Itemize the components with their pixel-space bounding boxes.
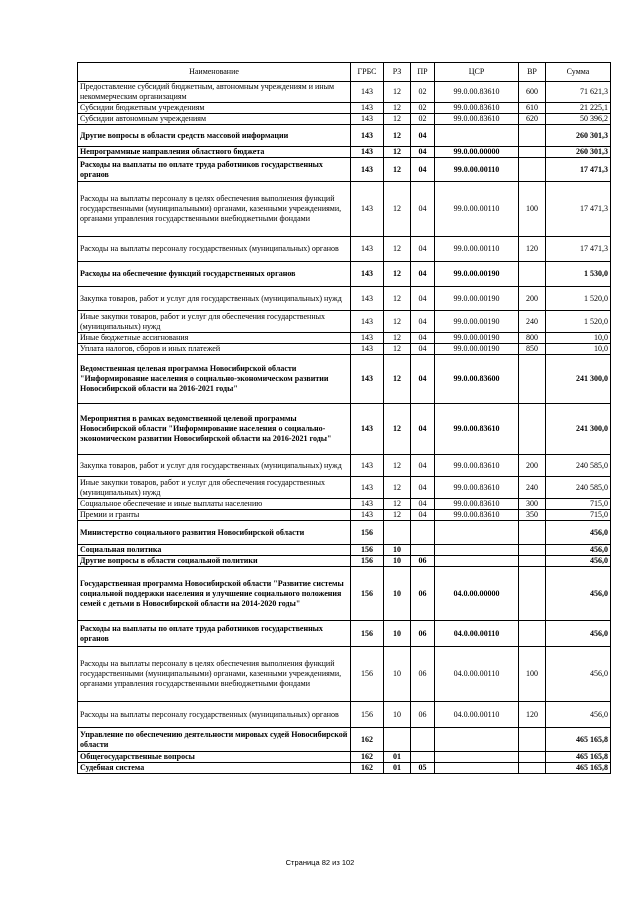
cell-pr: 04	[411, 147, 435, 158]
cell-grbs: 156	[351, 567, 384, 621]
cell-sum: 456,0	[546, 647, 611, 702]
cell-vr: 200	[519, 287, 546, 311]
table-header-row	[78, 63, 611, 82]
cell-rz: 12	[384, 237, 411, 262]
table-row	[78, 521, 611, 545]
cell-rz: 12	[384, 404, 411, 455]
cell-csr: 99.0.00.83610	[435, 510, 519, 521]
cell-vr: 850	[519, 344, 546, 355]
cell-sum: 17 471,3	[546, 182, 611, 237]
cell-vr: 620	[519, 114, 546, 125]
cell-sum: 456,0	[546, 567, 611, 621]
cell-grbs: 143	[351, 158, 384, 182]
table-row	[78, 545, 611, 556]
cell-sum: 241 300,0	[546, 404, 611, 455]
table-row	[78, 702, 611, 728]
cell-rz: 10	[384, 545, 411, 556]
cell-pr: 06	[411, 647, 435, 702]
cell-sum: 10,0	[546, 333, 611, 344]
cell-name: Министерство социального развития Новосибирской области	[78, 521, 351, 545]
cell-rz: 12	[384, 355, 411, 404]
cell-name: Расходы на выплаты по оплате труда работников государственных органов	[78, 158, 351, 182]
cell-sum: 1 520,0	[546, 287, 611, 311]
table-row	[78, 556, 611, 567]
cell-pr: 04	[411, 499, 435, 510]
cell-rz: 12	[384, 147, 411, 158]
cell-csr: 99.0.00.83610	[435, 114, 519, 125]
cell-vr: 100	[519, 647, 546, 702]
cell-sum: 71 621,3	[546, 82, 611, 103]
table-row	[78, 82, 611, 103]
cell-sum: 456,0	[546, 702, 611, 728]
cell-name: Закупка товаров, работ и услуг для государственных (муниципальных) нужд	[78, 287, 351, 311]
cell-rz: 12	[384, 182, 411, 237]
cell-pr: 04	[411, 182, 435, 237]
cell-vr	[519, 404, 546, 455]
cell-vr	[519, 147, 546, 158]
header-grbs: ГРБС	[351, 63, 384, 82]
cell-csr: 04.0.00.00000	[435, 567, 519, 621]
cell-sum: 456,0	[546, 545, 611, 556]
cell-rz: 12	[384, 103, 411, 114]
table-row	[78, 763, 611, 774]
cell-name: Другие вопросы в области социальной политики	[78, 556, 351, 567]
cell-name: Общегосударственные вопросы	[78, 752, 351, 763]
cell-name: Премии и гранты	[78, 510, 351, 521]
table-row	[78, 147, 611, 158]
cell-sum: 465 165,8	[546, 763, 611, 774]
cell-pr: 02	[411, 114, 435, 125]
cell-grbs: 143	[351, 103, 384, 114]
cell-name: Иные закупки товаров, работ и услуг для обеспечения государственных (муниципальных) нужд	[78, 311, 351, 333]
table-body	[78, 82, 611, 774]
cell-vr	[519, 621, 546, 647]
cell-pr: 06	[411, 567, 435, 621]
cell-name: Иные закупки товаров, работ и услуг для обеспечения государственных (муниципальных) нужд	[78, 477, 351, 499]
cell-pr: 04	[411, 158, 435, 182]
cell-csr	[435, 545, 519, 556]
cell-grbs: 143	[351, 477, 384, 499]
cell-name: Уплата налогов, сборов и иных платежей	[78, 344, 351, 355]
cell-sum: 456,0	[546, 521, 611, 545]
cell-rz	[384, 521, 411, 545]
cell-name: Ведомственная целевая программа Новосибирской области "Информирование населения о социально-экономическом развитии Новосибирской области на 2016-2021 годы"	[78, 355, 351, 404]
cell-grbs: 143	[351, 510, 384, 521]
cell-vr	[519, 545, 546, 556]
cell-pr: 04	[411, 311, 435, 333]
table-row	[78, 158, 611, 182]
cell-name: Предоставление субсидий бюджетным, автономным учреждениям и иным некоммерческим организациям	[78, 82, 351, 103]
cell-grbs: 143	[351, 404, 384, 455]
cell-pr: 05	[411, 763, 435, 774]
cell-vr	[519, 752, 546, 763]
cell-vr	[519, 556, 546, 567]
cell-rz: 12	[384, 510, 411, 521]
cell-name: Социальное обеспечение и иные выплаты населению	[78, 499, 351, 510]
cell-pr: 04	[411, 404, 435, 455]
budget-table	[77, 62, 611, 774]
cell-pr: 04	[411, 237, 435, 262]
cell-name: Расходы на выплаты персоналу государственных (муниципальных) органов	[78, 237, 351, 262]
cell-csr: 04.0.00.00110	[435, 647, 519, 702]
cell-vr: 120	[519, 237, 546, 262]
cell-sum: 50 396,2	[546, 114, 611, 125]
cell-csr: 99.0.00.83610	[435, 477, 519, 499]
table-row	[78, 103, 611, 114]
table-row	[78, 621, 611, 647]
cell-csr	[435, 763, 519, 774]
cell-vr: 200	[519, 455, 546, 477]
cell-grbs: 143	[351, 125, 384, 147]
header-vr: ВР	[519, 63, 546, 82]
table-row	[78, 237, 611, 262]
cell-sum: 456,0	[546, 621, 611, 647]
cell-grbs: 143	[351, 262, 384, 287]
page-footer: Страница 82 из 102	[285, 858, 355, 867]
cell-pr: 04	[411, 333, 435, 344]
cell-csr: 99.0.00.83610	[435, 82, 519, 103]
cell-rz: 12	[384, 499, 411, 510]
cell-sum: 715,0	[546, 499, 611, 510]
cell-csr: 99.0.00.83600	[435, 355, 519, 404]
cell-csr: 04.0.00.00110	[435, 702, 519, 728]
cell-csr: 99.0.00.00190	[435, 311, 519, 333]
table-row	[78, 455, 611, 477]
cell-vr: 300	[519, 499, 546, 510]
cell-vr: 100	[519, 182, 546, 237]
cell-grbs: 143	[351, 455, 384, 477]
header-rz: РЗ	[384, 63, 411, 82]
cell-pr: 04	[411, 455, 435, 477]
cell-rz: 12	[384, 158, 411, 182]
cell-name: Субсидии бюджетным учреждениям	[78, 103, 351, 114]
table-row	[78, 355, 611, 404]
cell-grbs: 143	[351, 237, 384, 262]
table-row	[78, 404, 611, 455]
cell-name: Расходы на выплаты персоналу государственных (муниципальных) органов	[78, 702, 351, 728]
cell-vr: 600	[519, 82, 546, 103]
table-row	[78, 182, 611, 237]
cell-vr	[519, 728, 546, 752]
cell-name: Непрограммные направления областного бюджета	[78, 147, 351, 158]
cell-rz: 12	[384, 311, 411, 333]
cell-name: Иные бюджетные ассигнования	[78, 333, 351, 344]
cell-sum: 21 225,1	[546, 103, 611, 114]
cell-pr: 06	[411, 702, 435, 728]
cell-rz: 12	[384, 262, 411, 287]
cell-csr: 99.0.00.83610	[435, 404, 519, 455]
cell-pr: 04	[411, 510, 435, 521]
cell-vr: 240	[519, 477, 546, 499]
table-row	[78, 287, 611, 311]
cell-name: Расходы на обеспечение функций государственных органов	[78, 262, 351, 287]
cell-grbs: 143	[351, 311, 384, 333]
header-pr: ПР	[411, 63, 435, 82]
cell-pr: 02	[411, 82, 435, 103]
cell-grbs: 156	[351, 702, 384, 728]
cell-pr	[411, 728, 435, 752]
cell-csr	[435, 521, 519, 545]
cell-grbs: 143	[351, 82, 384, 103]
cell-rz: 10	[384, 567, 411, 621]
cell-pr	[411, 545, 435, 556]
cell-sum: 456,0	[546, 556, 611, 567]
cell-pr: 04	[411, 262, 435, 287]
cell-csr: 04.0.00.00110	[435, 621, 519, 647]
cell-csr	[435, 728, 519, 752]
cell-sum: 260 301,3	[546, 125, 611, 147]
table-row	[78, 477, 611, 499]
cell-grbs: 143	[351, 499, 384, 510]
cell-pr: 02	[411, 103, 435, 114]
cell-sum: 1 520,0	[546, 311, 611, 333]
cell-sum: 240 585,0	[546, 477, 611, 499]
cell-csr	[435, 752, 519, 763]
cell-rz: 10	[384, 647, 411, 702]
cell-name: Расходы на выплаты персоналу в целях обеспечения выполнения функций государственными (муниципальными) органами, казенными учреждениями, органами управления государственными внебюджетными фондами	[78, 182, 351, 237]
cell-csr: 99.0.00.83610	[435, 455, 519, 477]
cell-grbs: 156	[351, 621, 384, 647]
table-row	[78, 125, 611, 147]
cell-grbs: 143	[351, 344, 384, 355]
cell-csr: 99.0.00.83610	[435, 499, 519, 510]
cell-vr: 120	[519, 702, 546, 728]
header-csr: ЦСР	[435, 63, 519, 82]
cell-name: Субсидии автономным учреждениям	[78, 114, 351, 125]
cell-grbs: 156	[351, 521, 384, 545]
cell-name: Государственная программа Новосибирской области "Развитие системы социальной поддержки населения и улучшение социального положения семей с детьми в Новосибирской области на 2014-2020 годы"	[78, 567, 351, 621]
cell-vr	[519, 567, 546, 621]
cell-pr: 04	[411, 355, 435, 404]
cell-vr: 350	[519, 510, 546, 521]
cell-rz: 12	[384, 82, 411, 103]
cell-sum: 465 165,8	[546, 728, 611, 752]
cell-grbs: 143	[351, 287, 384, 311]
cell-sum: 260 301,3	[546, 147, 611, 158]
cell-vr: 800	[519, 333, 546, 344]
cell-rz	[384, 728, 411, 752]
table-row	[78, 510, 611, 521]
table-row	[78, 114, 611, 125]
cell-pr: 04	[411, 125, 435, 147]
table-row	[78, 647, 611, 702]
cell-rz: 10	[384, 702, 411, 728]
cell-name: Социальная политика	[78, 545, 351, 556]
table-row	[78, 333, 611, 344]
cell-csr: 99.0.00.00110	[435, 158, 519, 182]
cell-pr: 04	[411, 344, 435, 355]
table-row	[78, 567, 611, 621]
cell-csr: 99.0.00.00190	[435, 344, 519, 355]
cell-rz: 10	[384, 556, 411, 567]
table-row	[78, 344, 611, 355]
cell-name: Расходы на выплаты персоналу в целях обеспечения выполнения функций государственными (муниципальными) органами, казенными учреждениями, органами управления государственными внебюджетными фондами	[78, 647, 351, 702]
cell-csr	[435, 556, 519, 567]
cell-vr: 240	[519, 311, 546, 333]
cell-rz: 12	[384, 114, 411, 125]
cell-sum: 715,0	[546, 510, 611, 521]
cell-pr	[411, 752, 435, 763]
cell-sum: 17 471,3	[546, 158, 611, 182]
cell-rz: 12	[384, 477, 411, 499]
cell-csr: 99.0.00.00000	[435, 147, 519, 158]
cell-pr: 04	[411, 477, 435, 499]
cell-grbs: 162	[351, 763, 384, 774]
table-row	[78, 262, 611, 287]
cell-name: Расходы на выплаты по оплате труда работников государственных органов	[78, 621, 351, 647]
cell-vr	[519, 763, 546, 774]
cell-name: Другие вопросы в области средств массовой информации	[78, 125, 351, 147]
cell-grbs: 156	[351, 556, 384, 567]
cell-rz: 12	[384, 344, 411, 355]
cell-name: Управление по обеспечению деятельности мировых судей Новосибирской области	[78, 728, 351, 752]
cell-grbs: 143	[351, 182, 384, 237]
cell-rz: 01	[384, 752, 411, 763]
cell-sum: 465 165,8	[546, 752, 611, 763]
table-row	[78, 728, 611, 752]
cell-rz: 12	[384, 455, 411, 477]
cell-grbs: 162	[351, 728, 384, 752]
cell-grbs: 143	[351, 147, 384, 158]
cell-pr: 06	[411, 621, 435, 647]
cell-rz: 12	[384, 125, 411, 147]
cell-grbs: 156	[351, 647, 384, 702]
cell-vr	[519, 262, 546, 287]
cell-grbs: 162	[351, 752, 384, 763]
cell-csr: 99.0.00.00190	[435, 262, 519, 287]
cell-grbs: 143	[351, 355, 384, 404]
cell-grbs: 143	[351, 114, 384, 125]
cell-vr	[519, 158, 546, 182]
cell-vr	[519, 125, 546, 147]
cell-sum: 241 300,0	[546, 355, 611, 404]
cell-vr	[519, 521, 546, 545]
cell-sum: 240 585,0	[546, 455, 611, 477]
cell-rz: 01	[384, 763, 411, 774]
cell-csr: 99.0.00.83610	[435, 103, 519, 114]
cell-grbs: 156	[351, 545, 384, 556]
cell-vr: 610	[519, 103, 546, 114]
cell-pr: 04	[411, 287, 435, 311]
table-row	[78, 752, 611, 763]
cell-rz: 10	[384, 621, 411, 647]
cell-grbs: 143	[351, 333, 384, 344]
header-name: Наименование	[78, 63, 351, 82]
cell-csr: 99.0.00.00190	[435, 333, 519, 344]
cell-name: Закупка товаров, работ и услуг для государственных (муниципальных) нужд	[78, 455, 351, 477]
cell-rz: 12	[384, 287, 411, 311]
table-row	[78, 499, 611, 510]
cell-pr: 06	[411, 556, 435, 567]
cell-sum: 10,0	[546, 344, 611, 355]
table-row	[78, 311, 611, 333]
cell-name: Мероприятия в рамках ведомственной целевой программы Новосибирской области "Информирование населения о социально-экономическом развитии Новосибирской области на 2016-2021 годы"	[78, 404, 351, 455]
cell-csr	[435, 125, 519, 147]
cell-csr: 99.0.00.00190	[435, 287, 519, 311]
cell-name: Судебная система	[78, 763, 351, 774]
cell-vr	[519, 355, 546, 404]
cell-pr	[411, 521, 435, 545]
cell-sum: 17 471,3	[546, 237, 611, 262]
cell-csr: 99.0.00.00110	[435, 182, 519, 237]
cell-sum: 1 530,0	[546, 262, 611, 287]
cell-csr: 99.0.00.00110	[435, 237, 519, 262]
header-sum: Сумма	[546, 63, 611, 82]
cell-rz: 12	[384, 333, 411, 344]
